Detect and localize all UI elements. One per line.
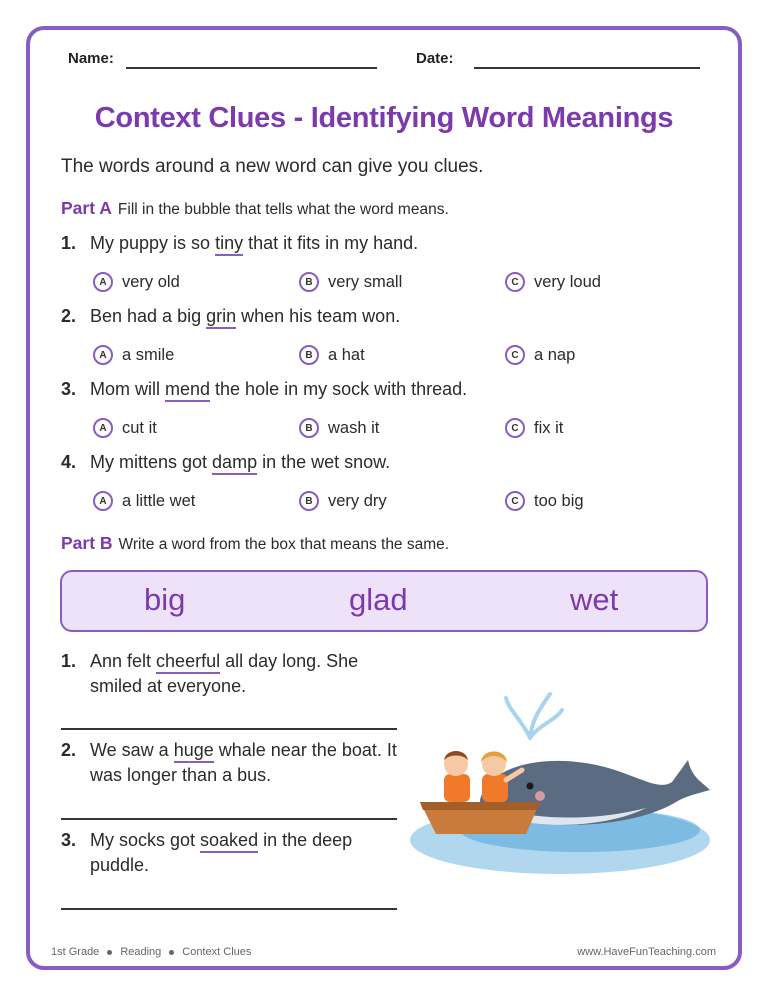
word-bank-word: big [144, 582, 186, 617]
question-number: 2. [61, 740, 77, 760]
answer-text: a smile [122, 345, 175, 364]
word-bank-box [60, 570, 708, 632]
answer-bubble[interactable]: A [93, 418, 113, 438]
answer-text: a nap [534, 345, 576, 364]
answer-bubble[interactable]: B [299, 345, 319, 365]
answer-bubble[interactable]: A [93, 272, 113, 292]
answer-text: very old [122, 272, 180, 291]
question-2 [61, 306, 400, 327]
part-b-question-2 [61, 738, 401, 788]
answer-bubble[interactable]: B [299, 272, 319, 292]
footer-crumb: 1st Grade [51, 946, 100, 958]
question-text: the hole in my sock with thread. [210, 379, 468, 399]
part-b-instruction: Write a word from the box that means the same. [118, 536, 450, 553]
answer-line[interactable] [61, 818, 397, 820]
answer-option[interactable] [505, 345, 575, 365]
question-number: 4. [61, 452, 77, 472]
question-4 [61, 452, 390, 473]
worksheet-title: Context Clues - Identifying Word Meanings [94, 102, 674, 134]
question-number: 1. [61, 651, 77, 671]
answer-bubble[interactable]: B [299, 418, 319, 438]
name-label: Name: [68, 50, 114, 67]
question-1 [61, 233, 418, 254]
target-word: mend [165, 379, 210, 402]
answer-option[interactable] [505, 418, 563, 438]
answer-option[interactable] [505, 491, 584, 511]
answer-text: wash it [328, 418, 380, 437]
name-field[interactable] [126, 67, 377, 69]
answer-line[interactable] [61, 728, 397, 730]
answer-option[interactable] [299, 418, 379, 438]
answer-option[interactable] [93, 491, 195, 511]
question-text: We saw a [90, 740, 174, 760]
answer-option[interactable] [505, 272, 601, 292]
answer-bubble[interactable]: A [93, 491, 113, 511]
answer-option[interactable] [93, 272, 180, 292]
target-word: soaked [200, 830, 258, 853]
answer-text: a little wet [122, 491, 196, 510]
intro-text: The words around a new word can give you clues. [61, 156, 484, 177]
question-3 [61, 379, 467, 400]
part-b-question-1 [61, 649, 401, 699]
child-icon [482, 774, 508, 802]
question-text: My mittens got [90, 452, 213, 472]
answer-option[interactable] [299, 491, 387, 511]
answer-option[interactable] [93, 418, 157, 438]
question-number: 3. [61, 379, 77, 399]
target-word: huge [174, 740, 214, 763]
whale-boat-illustration [410, 690, 720, 880]
question-number: 3. [61, 830, 77, 850]
bullet-icon [107, 950, 112, 955]
question-text: that it fits in my hand. [243, 233, 419, 253]
part-b-question-3 [61, 828, 401, 878]
word-bank-word: wet [570, 582, 619, 617]
answer-text: very dry [328, 491, 387, 510]
answer-text: too big [534, 491, 584, 510]
answer-option[interactable] [299, 345, 365, 365]
bullet-icon [169, 950, 174, 955]
answer-text: very small [328, 272, 403, 291]
question-text: whale near the boat. It was longer than a bus. [90, 740, 397, 785]
question-text: in the deep puddle. [90, 830, 353, 875]
answer-bubble[interactable]: C [505, 418, 525, 438]
part-b-heading [61, 533, 449, 554]
answer-option[interactable] [93, 345, 174, 365]
question-text: My socks got [90, 830, 201, 850]
question-text: all day long. She smiled at everyone. [90, 651, 359, 696]
question-text: Ben had a big [90, 306, 207, 326]
part-a-instruction: Fill in the bubble that tells what the word means. [117, 201, 449, 218]
part-b-tag: Part B [61, 533, 113, 553]
answer-line[interactable] [61, 908, 397, 910]
question-text: Ann felt [90, 651, 157, 671]
date-label: Date: [416, 50, 454, 67]
child-icon [444, 774, 470, 802]
footer-crumb: Context Clues [182, 946, 252, 958]
question-text: My puppy is so [90, 233, 216, 253]
answer-bubble[interactable]: B [299, 491, 319, 511]
answer-text: fix it [534, 418, 564, 437]
answer-text: cut it [122, 418, 157, 437]
answer-bubble[interactable]: A [93, 345, 113, 365]
part-a-heading [61, 198, 449, 219]
answer-option[interactable] [299, 272, 402, 292]
question-text: when his team won. [236, 306, 401, 326]
footer-breadcrumb [51, 946, 251, 958]
word-bank-word: glad [349, 582, 408, 617]
footer-site: www.HaveFunTeaching.com [577, 946, 716, 958]
question-number: 1. [61, 233, 77, 253]
answer-text: very loud [534, 272, 601, 291]
answer-bubble[interactable]: C [505, 345, 525, 365]
part-a-tag: Part A [61, 198, 112, 218]
date-field[interactable] [474, 67, 700, 69]
footer-crumb: Reading [120, 946, 162, 958]
target-word: damp [212, 452, 257, 475]
answer-bubble[interactable]: C [505, 491, 525, 511]
question-text: Mom will [90, 379, 165, 399]
question-number: 2. [61, 306, 77, 326]
answer-bubble[interactable]: C [505, 272, 525, 292]
target-word: tiny [215, 233, 243, 256]
question-text: in the wet snow. [257, 452, 391, 472]
target-word: cheerful [156, 651, 220, 674]
water-spout [506, 694, 562, 738]
target-word: grin [206, 306, 236, 329]
answer-text: a hat [328, 345, 365, 364]
